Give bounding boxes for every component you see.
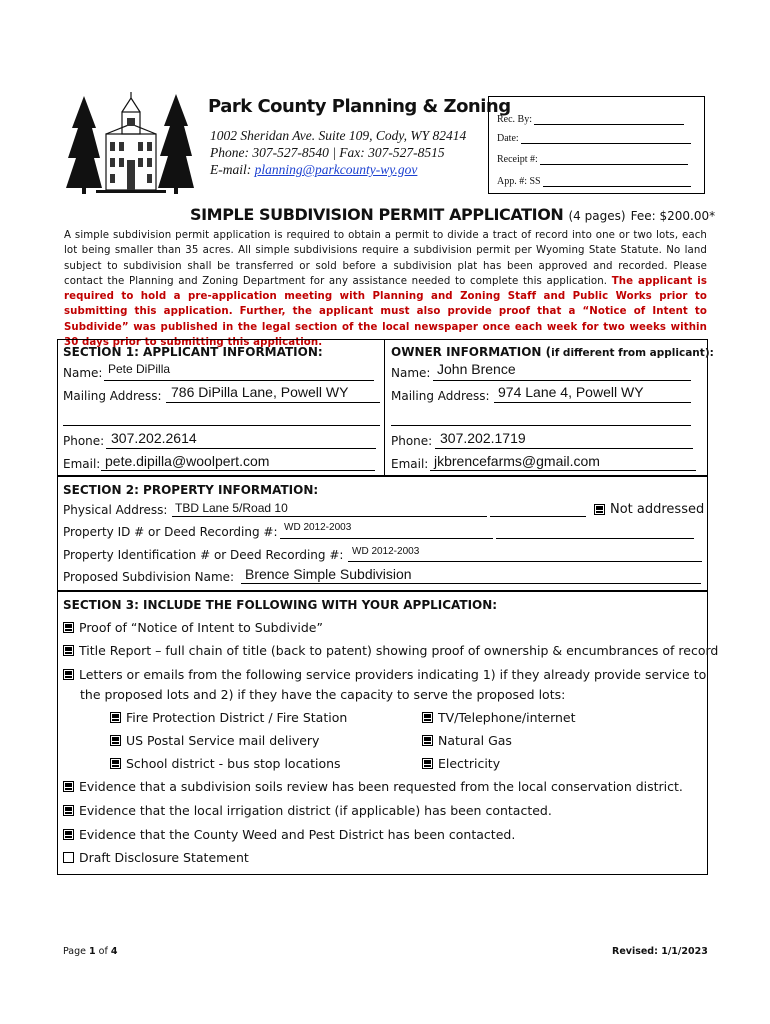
applicant-name-label: Name:	[63, 366, 103, 380]
owner-mailing-line	[494, 402, 691, 403]
owner-heading-end: ):	[704, 347, 714, 359]
checklist-label-weed-pest: Evidence that the County Weed and Pest District has been contacted.	[79, 827, 516, 842]
intro-paragraph	[64, 228, 707, 350]
date-row	[497, 133, 691, 144]
checkbox-title-report[interactable]	[63, 645, 74, 656]
app-field[interactable]	[543, 176, 691, 187]
page-number	[63, 946, 117, 957]
org-phone: Phone: 307-527-8540 | Fax: 307-527-8515	[210, 145, 445, 160]
checklist-letters-continued: the proposed lots and 2) if they have the capacity to serve the proposed lots:	[80, 687, 566, 702]
form-title-pages: (4 pages)	[568, 209, 626, 223]
not-addressed-label: Not addressed	[610, 502, 705, 517]
owner-mailing-line-2	[391, 425, 691, 426]
checkbox-weed-pest[interactable]	[63, 829, 74, 840]
property-ident-value[interactable]: WD 2012-2003	[352, 546, 420, 557]
applicant-phone-label: Phone:	[63, 434, 105, 448]
subdivision-name-label: Proposed Subdivision Name:	[63, 570, 235, 584]
property-ident-label: Property Identification # or Deed Recording #:	[63, 548, 344, 562]
applicant-mailing-line-2	[63, 425, 380, 426]
receipt-label: Receipt #:	[497, 154, 538, 165]
provider-tv-label: TV/Telephone/internet	[438, 710, 576, 725]
applicant-mailing-label: Mailing Address:	[63, 389, 162, 403]
checklist-label-soils: Evidence that a subdivision soils review has been requested from the local conservation district.	[79, 779, 683, 794]
provider-fire[interactable]	[110, 710, 347, 725]
app-row	[497, 176, 691, 187]
intro-red-text: The applicant is required to hold a pre-application meeting with Planning and Zoning Staff and Public Works prior to submitting this application. Further, the applicant must also provide proof that a “Notice of Intent to Subdivide” was published in the legal section of the local newspaper once each week for two weeks within 30 days prior to submitting this application.	[64, 275, 708, 349]
checkbox-disclosure[interactable]	[63, 852, 74, 863]
property-id-line-2	[496, 538, 694, 539]
checklist-item-letters[interactable]	[63, 667, 706, 682]
applicant-mailing-line	[166, 402, 380, 403]
subdivision-name-value[interactable]: Brence Simple Subdivision	[245, 566, 412, 582]
provider-fire-label: Fire Protection District / Fire Station	[126, 710, 348, 725]
owner-phone-line	[435, 448, 693, 449]
org-address: 1002 Sheridan Ave. Suite 109, Cody, WY 82414	[210, 128, 467, 143]
owner-mailing-value[interactable]: 974 Lane 4, Powell WY	[498, 384, 644, 400]
property-id-line	[280, 538, 493, 539]
owner-email-value[interactable]: jkbrencefarms@gmail.com	[434, 453, 600, 469]
physical-address-value[interactable]: TBD Lane 5/Road 10	[175, 501, 288, 515]
checkbox-irrigation[interactable]	[63, 805, 74, 816]
owner-name-label: Name:	[391, 366, 431, 380]
section-1-divider	[384, 340, 385, 475]
checkbox-school[interactable]	[110, 758, 121, 769]
owner-heading-small: if different from applicant	[551, 347, 705, 359]
checkbox-soils[interactable]	[63, 781, 74, 792]
checkbox-tv[interactable]	[422, 712, 433, 723]
checklist-label-notice: Proof of “Notice of Intent to Subdivide”	[79, 620, 323, 635]
checkbox-postal[interactable]	[110, 735, 121, 746]
owner-name-value[interactable]: John Brence	[437, 361, 516, 377]
section-1-applicant	[57, 339, 714, 476]
provider-postal[interactable]	[110, 733, 319, 748]
owner-phone-value[interactable]: 307.202.1719	[440, 430, 526, 446]
checklist-item-notice[interactable]	[63, 620, 323, 635]
revised-date: Revised: 1/1/2023	[612, 946, 708, 957]
intro-text: A simple subdivision permit application is required to obtain a permit to divide a tract of record into one or two lots, each lot being smaller than 35 acres. All simple subdivisions require a subdivision permit per Wyoming State Statute. No land subject to subdivision shall be transferred or sold before a subdivision plat has been approved and recorded. Please contact the Planning and Zoning Department for any assistance needed to complete this application.	[64, 230, 707, 287]
applicant-email-value[interactable]: pete.dipilla@woolpert.com	[105, 453, 270, 469]
checklist-item-soils[interactable]	[63, 779, 683, 794]
checkbox-fire[interactable]	[110, 712, 121, 723]
provider-gas-label: Natural Gas	[438, 733, 512, 748]
org-email-line	[210, 162, 417, 178]
property-id-value[interactable]: WD 2012-2003	[284, 522, 352, 533]
org-email-label: E-mail:	[210, 162, 252, 177]
office-use-box	[488, 96, 705, 194]
page-number-prefix: Page	[63, 946, 90, 957]
not-addressed-checkbox[interactable]	[594, 502, 704, 517]
rec-by-label: Rec. By:	[497, 114, 532, 125]
org-name: Park County Planning & Zoning	[208, 96, 511, 117]
date-field[interactable]	[521, 133, 691, 144]
owner-phone-label: Phone:	[391, 434, 433, 448]
property-id-label: Property ID # or Deed Recording #:	[63, 525, 278, 539]
section-2-property	[57, 476, 708, 591]
checkbox-electricity[interactable]	[422, 758, 433, 769]
rec-by-row	[497, 114, 684, 125]
date-label: Date:	[497, 133, 519, 144]
applicant-mailing-value[interactable]: 786 DiPilla Lane, Powell WY	[171, 384, 349, 400]
applicant-email-label: Email:	[63, 457, 101, 471]
owner-mailing-label: Mailing Address:	[391, 389, 490, 403]
provider-postal-label: US Postal Service mail delivery	[126, 733, 320, 748]
provider-school-label: School district - bus stop locations	[126, 756, 341, 771]
checklist-item-irrigation[interactable]	[63, 803, 552, 818]
section-1-heading: SECTION 1: APPLICANT INFORMATION:	[63, 345, 323, 359]
checkbox-letters[interactable]	[63, 669, 74, 680]
rec-by-field[interactable]	[534, 114, 684, 125]
applicant-name-line	[104, 380, 374, 381]
owner-email-label: Email:	[391, 457, 429, 471]
owner-heading-text: OWNER INFORMATION (	[391, 345, 552, 359]
checklist-item-title-report[interactable]	[63, 643, 718, 658]
physical-address-label: Physical Address:	[63, 503, 168, 517]
checklist-label-irrigation: Evidence that the local irrigation district (if applicable) has been contacted.	[79, 803, 552, 818]
applicant-name-value[interactable]: Pete DiPilla	[108, 362, 171, 376]
form-title-main: SIMPLE SUBDIVISION PERMIT APPLICATION	[190, 205, 564, 224]
checklist-item-disclosure[interactable]	[63, 850, 249, 865]
physical-address-line-2	[490, 516, 586, 517]
applicant-phone-value[interactable]: 307.202.2614	[111, 430, 197, 446]
provider-electricity-label: Electricity	[438, 756, 501, 771]
section-3-heading: SECTION 3: INCLUDE THE FOLLOWING WITH YOUR APPLICATION:	[63, 598, 498, 612]
page-number-current: 1	[89, 946, 96, 957]
page-number-total: 4	[110, 946, 118, 957]
subdivision-name-line	[241, 583, 701, 584]
receipt-field[interactable]	[540, 154, 688, 165]
checklist-label-disclosure: Draft Disclosure Statement	[79, 850, 249, 865]
not-addressed-box[interactable]	[594, 504, 605, 515]
owner-email-line	[430, 470, 696, 471]
county-courthouse-logo	[66, 88, 194, 198]
checkbox-gas[interactable]	[422, 735, 433, 746]
section-2-heading: SECTION 2: PROPERTY INFORMATION:	[63, 483, 319, 497]
provider-tv[interactable]	[422, 710, 576, 725]
checkbox-notice[interactable]	[63, 622, 74, 633]
owner-name-line	[433, 380, 691, 381]
provider-school[interactable]	[110, 756, 341, 771]
receipt-row	[497, 154, 688, 165]
section-3-attachments	[57, 591, 719, 875]
provider-electricity[interactable]	[422, 756, 500, 771]
checklist-label-letters: Letters or emails from the following service providers indicating 1) if they already provide service to	[79, 667, 707, 682]
checklist-label-title-report: Title Report – full chain of title (back to patent) showing proof of ownership & encumbrances of record	[79, 643, 719, 658]
app-label: App. #: SS	[497, 176, 541, 187]
form-title-fee: Fee: $200.00*	[630, 209, 716, 223]
provider-gas[interactable]	[422, 733, 512, 748]
org-email-link[interactable]: planning@parkcounty-wy.gov	[254, 162, 418, 177]
applicant-phone-line	[106, 448, 376, 449]
property-ident-line	[348, 561, 702, 562]
owner-heading	[391, 345, 714, 359]
checklist-item-weed-pest[interactable]	[63, 827, 515, 842]
page-number-of: of	[95, 946, 111, 957]
physical-address-line	[172, 516, 487, 517]
applicant-email-line	[101, 470, 375, 471]
form-title	[190, 205, 715, 224]
